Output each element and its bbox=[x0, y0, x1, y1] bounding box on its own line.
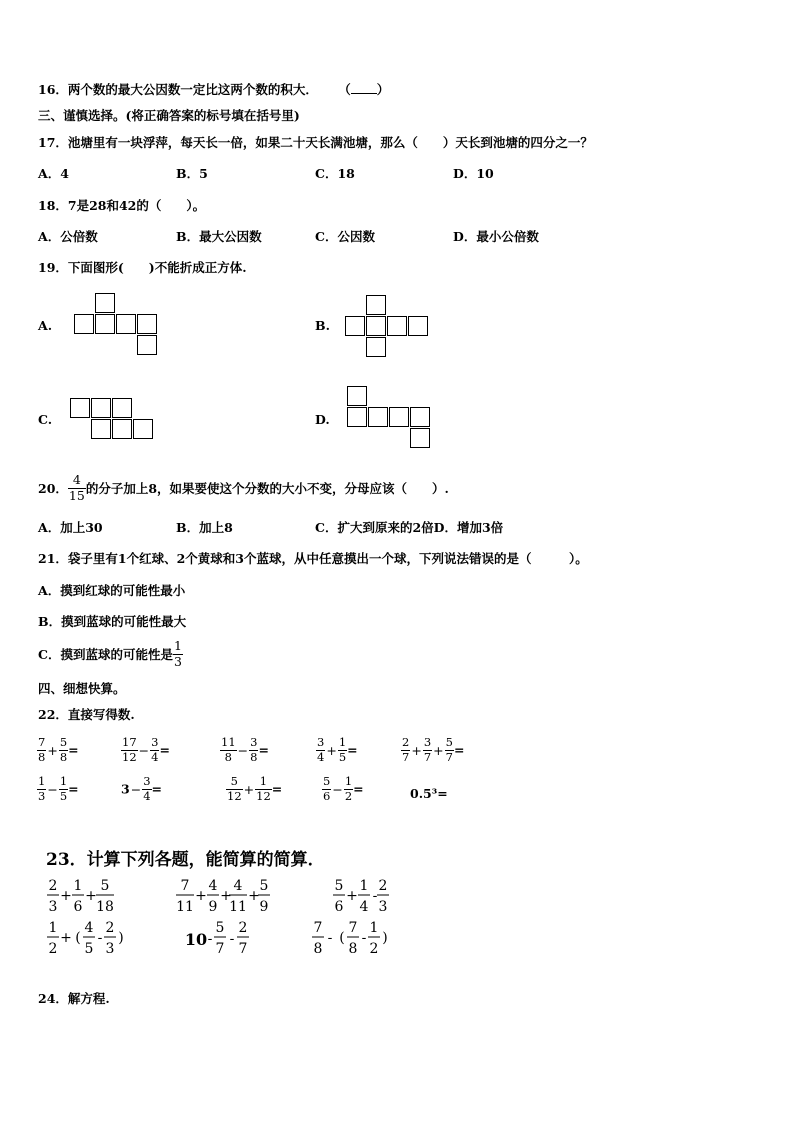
section-4-heading: 四、细想快算。 bbox=[38, 681, 126, 696]
q20-option-cd[interactable]: C．扩大到原来的2倍D．增加3倍 bbox=[315, 520, 504, 535]
denominator: 15 bbox=[68, 487, 85, 503]
svg-text:-: - bbox=[97, 930, 103, 946]
svg-text:+: + bbox=[60, 930, 72, 946]
svg-text:7: 7 bbox=[238, 941, 248, 957]
q17-option-a[interactable]: A．4 bbox=[38, 166, 69, 181]
q20-option-b[interactable]: B．加上8 bbox=[176, 520, 233, 535]
expression-1 bbox=[47, 878, 114, 915]
svg-text:+: + bbox=[220, 888, 232, 904]
svg-text:-: - bbox=[361, 930, 367, 946]
svg-text:6: 6 bbox=[73, 899, 83, 915]
q16-text: 16．两个数的最大公因数一定比这两个数的积大． bbox=[38, 82, 318, 97]
q18-option-d[interactable]: D．最小公倍数 bbox=[453, 229, 539, 244]
svg-text:3: 3 bbox=[105, 941, 115, 957]
svg-text:5: 5 bbox=[334, 878, 344, 894]
numerator: 1 bbox=[173, 638, 182, 653]
svg-text:7: 7 bbox=[348, 920, 358, 936]
svg-text:18: 18 bbox=[96, 899, 114, 915]
svg-text:3: 3 bbox=[48, 899, 58, 915]
svg-text:11: 11 bbox=[229, 899, 247, 915]
q22-item-1: $\frac{7}{8}$ + $\frac{5}{8}$ = bbox=[38, 735, 79, 764]
q18-option-b[interactable]: B．最大公因数 bbox=[176, 229, 262, 244]
q20 bbox=[38, 474, 449, 502]
svg-text:2: 2 bbox=[378, 878, 388, 894]
svg-text:1: 1 bbox=[359, 878, 369, 894]
q19-text: 19．下面图形( )不能折成正方体. bbox=[38, 260, 247, 275]
svg-text:4: 4 bbox=[233, 878, 243, 894]
q24-text: 24．解方程. bbox=[38, 991, 110, 1006]
svg-text:5: 5 bbox=[215, 920, 225, 936]
q18-option-c[interactable]: C．公因数 bbox=[315, 229, 375, 244]
fraction bbox=[173, 640, 183, 668]
svg-text:+: + bbox=[85, 888, 97, 904]
svg-text:+: + bbox=[60, 888, 72, 904]
q22-item-7: 3− $\frac{3}{4}$ = bbox=[121, 774, 162, 803]
svg-text:10: 10 bbox=[184, 930, 208, 949]
q17-option-c[interactable]: C．18 bbox=[315, 166, 355, 181]
svg-text:5: 5 bbox=[259, 878, 269, 894]
svg-text:1: 1 bbox=[48, 920, 58, 936]
q16-paren-left: （ bbox=[338, 82, 351, 97]
svg-text:4: 4 bbox=[359, 899, 369, 915]
svg-text:9: 9 bbox=[208, 899, 218, 915]
svg-text:-: - bbox=[229, 931, 235, 947]
q18-option-a[interactable]: A．公倍数 bbox=[38, 229, 98, 244]
q16 bbox=[38, 82, 389, 98]
expression-5 bbox=[185, 920, 249, 957]
svg-text:-: - bbox=[207, 931, 213, 947]
q16-paren-right: ） bbox=[376, 82, 390, 97]
q22-item-8: $\frac{5}{12}$ + $\frac{1}{12}$ = bbox=[227, 774, 283, 803]
svg-text:(: ( bbox=[75, 930, 81, 946]
q21-option-b[interactable]: B．摸到蓝球的可能性最大 bbox=[38, 614, 187, 629]
svg-text:5: 5 bbox=[84, 941, 94, 957]
q19-label-a[interactable]: A. bbox=[38, 318, 53, 333]
expression-4 bbox=[47, 920, 124, 957]
q23-text: 23．计算下列各题，能简算的简算． bbox=[46, 850, 325, 870]
q21-text: 21．袋子里有1个红球、2个黄球和3个蓝球，从中任意摸出一个球，下列说法错误的是（ ）。 bbox=[38, 551, 588, 566]
q20-text: 的分子加上8，如果要使这个分数的大小不变，分母应该（ ）. bbox=[85, 481, 449, 496]
svg-text:5: 5 bbox=[100, 878, 110, 894]
q19-label-c[interactable]: C. bbox=[38, 412, 53, 427]
fraction bbox=[68, 474, 86, 502]
denominator: 3 bbox=[173, 653, 182, 669]
svg-text:8: 8 bbox=[313, 941, 323, 957]
q22-text: 22．直接写得数. bbox=[38, 707, 135, 722]
numerator: 4 bbox=[68, 474, 86, 489]
svg-text:2: 2 bbox=[48, 941, 58, 957]
svg-text:7: 7 bbox=[215, 941, 225, 957]
expression-6 bbox=[312, 920, 388, 957]
answer-blank[interactable] bbox=[351, 83, 377, 94]
svg-text:4: 4 bbox=[208, 878, 218, 894]
q22-item-9: $\frac{5}{6}$ − $\frac{1}{2}$ = bbox=[323, 774, 364, 803]
svg-text:3: 3 bbox=[378, 899, 388, 915]
q17-option-d[interactable]: D．10 bbox=[453, 166, 494, 181]
q22-item-3: $\frac{11}{8}$ − $\frac{3}{8}$ = bbox=[221, 735, 269, 764]
q21-option-c-text: C．摸到蓝球的可能性是 bbox=[38, 647, 173, 662]
q19-label-d[interactable]: D. bbox=[315, 412, 330, 427]
q20-option-a[interactable]: A．加上30 bbox=[38, 520, 103, 535]
svg-text:-: - bbox=[372, 888, 378, 904]
q17-text: 17．池塘里有一块浮萍，每天长一倍，如果二十天长满池塘，那么（ ）天长到池塘的四分之一？ bbox=[38, 135, 593, 150]
q22-item-6: $\frac{1}{3}$ − $\frac{1}{5}$ = bbox=[38, 774, 79, 803]
q22-item-5: $\frac{2}{7}$ + $\frac{3}{7}$ + $\frac{5}{7}$ = bbox=[402, 735, 465, 764]
svg-text:2: 2 bbox=[369, 941, 379, 957]
svg-text:7: 7 bbox=[313, 920, 323, 936]
svg-text:+: + bbox=[195, 888, 207, 904]
q23-expressions bbox=[40, 876, 420, 964]
q22-item-4: $\frac{3}{4}$ + $\frac{1}{5}$ = bbox=[317, 735, 358, 764]
svg-text:2: 2 bbox=[105, 920, 115, 936]
q20-number: 20． bbox=[38, 481, 68, 496]
q17-option-b[interactable]: B．5 bbox=[176, 166, 208, 181]
svg-text:4: 4 bbox=[84, 920, 94, 936]
expression-2 bbox=[176, 878, 270, 915]
svg-text:1: 1 bbox=[73, 878, 83, 894]
svg-text:-: - bbox=[327, 930, 333, 946]
svg-text:7: 7 bbox=[180, 878, 190, 894]
svg-text:2: 2 bbox=[238, 920, 248, 936]
svg-text:(: ( bbox=[339, 930, 345, 946]
svg-text:+: + bbox=[248, 888, 260, 904]
svg-text:11: 11 bbox=[176, 899, 194, 915]
svg-text:2: 2 bbox=[48, 878, 58, 894]
q21-option-c[interactable] bbox=[38, 640, 183, 668]
svg-text:6: 6 bbox=[334, 899, 344, 915]
q18-text: 18．7是28和42的（ ）。 bbox=[38, 198, 206, 213]
svg-text:): ) bbox=[118, 930, 124, 946]
q21-option-a[interactable]: A．摸到红球的可能性最小 bbox=[38, 583, 186, 598]
svg-text:9: 9 bbox=[259, 899, 269, 915]
section-3-heading: 三、谨慎选择。(将正确答案的标号填在括号里) bbox=[38, 108, 300, 123]
svg-text:8: 8 bbox=[348, 941, 358, 957]
svg-text:): ) bbox=[382, 930, 388, 946]
svg-text:+: + bbox=[346, 888, 358, 904]
q22-item-10: 0.5³= bbox=[410, 786, 448, 801]
svg-text:1: 1 bbox=[369, 920, 379, 936]
q22-item-2: $\frac{17}{12}$ − $\frac{3}{4}$ = bbox=[122, 735, 170, 764]
expression-3 bbox=[333, 878, 389, 915]
q19-label-b[interactable]: B. bbox=[315, 318, 330, 333]
